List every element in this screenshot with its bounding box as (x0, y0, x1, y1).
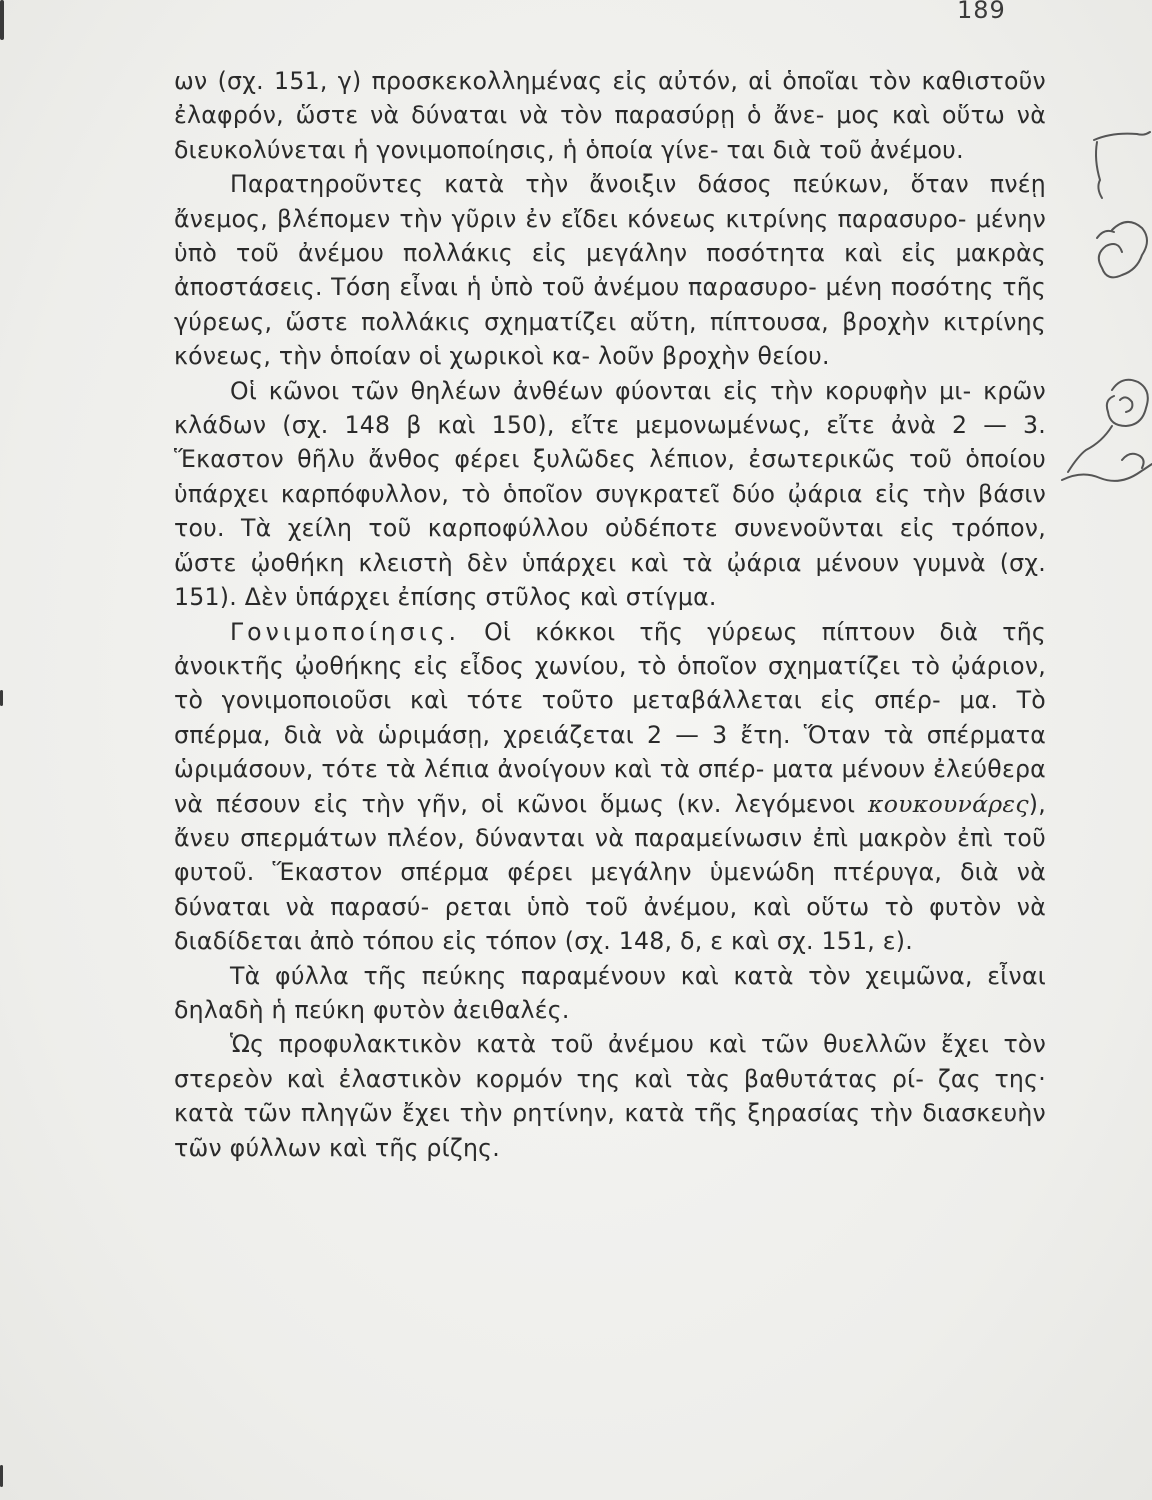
doodle-flower (1120, 397, 1132, 412)
text-line: τὰ σπέρματα ὡριμάσουν, τότε τὰ λέπια ἀνοίγουν καὶ τὰ σπέρ- (174, 720, 1047, 784)
text-line: μα. Τὸ σπέρμα, διὰ νὰ ὡριμάσῃ, χρειάζεται 2 — 3 ἔτη. Ὅταν (174, 686, 1046, 749)
binding-edge-mark (0, 1465, 3, 1487)
italic-term: κουκουνάρες (867, 789, 1029, 818)
text-line: Τὰ φύλλα τῆς πεύκης παραμένουν καὶ κατὰ τὸν χειμῶνα, (230, 961, 973, 990)
text-line: πίπτουσα, βροχὴν κιτρίνης κόνεως, τὴν ὁποίαν οἱ χωρικοὶ κα- (174, 307, 1046, 371)
binding-edge-mark (0, 690, 3, 706)
text-line: συνενοῦνται εἰς τρόπον, ὥστε ᾠοθήκη κλειστὴ δὲν ὑπάρχει (174, 514, 1046, 577)
text-line: τόπου εἰς τόπον (σχ. 148, δ, ε καὶ σχ. 151, ε). (362, 927, 914, 956)
text-line-suffix: ), ἄνευ σπερμάτων πλέον, δύνανται (174, 789, 1047, 852)
paragraph-4 (174, 615, 1046, 959)
margin-doodles (1042, 120, 1152, 520)
text-line: μακρὰς ἀποστάσεις. Τόση εἶναι ἡ ὑπὸ τοῦ ἀνέμου παρασυρο- (174, 239, 1046, 302)
text-line: ᾠάριον, τὸ γονιμοποιοῦσι καὶ τότε τοῦτο μεταβάλλεται εἰς σπέρ- (174, 651, 1046, 715)
text-line: Ὡς προφυλακτικὸν κατὰ τοῦ ἀνέμου καὶ τῶν θυελλῶν ἔχει (230, 1030, 990, 1059)
text-line: κρῶν κλάδων (σχ. 148 β καὶ 150), εἴτε μεμονωμένως, εἴτε ἀνὰ (174, 376, 1046, 440)
text-line: ται διὰ τοῦ ἀνέμου. (726, 135, 964, 164)
text-line-prefix: (κν. λεγόμενοι (676, 789, 868, 818)
text-line: λοῦν βροχὴν θείου. (598, 342, 830, 371)
text-line: μένην ὑπὸ τοῦ ἀνέμου πολλάκις εἰς μεγάλην ποσότητα καὶ εἰς (174, 204, 1046, 268)
binding-edge-mark (0, 0, 4, 40)
text-line: τοῦ ὁποίου ὑπάρχει καρπόφυλλον, τὸ ὁποῖον συγκρατεῖ δύο (174, 445, 1046, 508)
page-number: 189 (957, 0, 1006, 24)
text-line: 2 — 3. Ἕκαστον θῆλυ ἄνθος φέρει ξυλῶδες λέπιον, ἐσωτερικῶς (174, 411, 1047, 474)
doodle-flower (1107, 380, 1148, 426)
text-line: νὰ παραμείνωσιν ἐπὶ μακρὸν ἐπὶ τοῦ φυτοῦ. Ἕκαστον σπέρμα (174, 823, 1046, 887)
text-line: ἄνεμος, βλέπομεν τὴν γῦριν ἐν εἴδει κόνεως κιτρίνης παρασυρο- (174, 204, 967, 233)
paragraph-3 (174, 374, 1046, 615)
doodle-bracket (1096, 142, 1102, 198)
text-line: ματα μένουν ἐλεύθερα νὰ πέσουν εἰς τὴν γῆν, οἱ κῶνοι ὅμως (174, 755, 1046, 818)
text-line: ων (σχ. 151, γ) προσκεκολλημένας εἰς αὐτόν, αἱ ὁποῖαι τὸν (174, 67, 912, 95)
text-line: εἶναι δηλαδὴ ἡ πεύκη φυτὸν ἀειθαλές. (174, 961, 1046, 1024)
doodle-flower (1068, 426, 1112, 472)
text-line: τὸν στερεὸν καὶ ἐλαστικὸν κορμόν της καὶ τὰς βαθυτάτας ρί- (174, 1030, 1047, 1093)
text-line: στῦλος καὶ στίγμα. (485, 583, 717, 612)
doodle-squiggle (1062, 464, 1152, 481)
text-line: καθιστοῦν ἐλαφρόν, ὥστε νὰ δύναται νὰ τὸν παρασύρῃ ὁ ἄνε- (174, 67, 1046, 130)
doodle-curl (1097, 231, 1114, 238)
paragraph-1 (174, 64, 1046, 167)
text-line: ᾠάρια εἰς τὴν βάσιν του. Τὰ χείλη τοῦ καρποφύλλου οὐδέποτε (174, 479, 1047, 543)
paragraph-2 (174, 167, 1046, 373)
text-line: Παρατηροῦντες κατὰ τὴν ἄνοιξιν δάσος πεύκων, ὅταν πνέῃ (230, 170, 1046, 199)
text-line: φέρει μεγάλην ὑμενώδη πτέρυγα, διὰ νὰ δύναται νὰ παρασύ- (174, 858, 1047, 921)
section-heading: Γονιμοποίησις. (230, 617, 461, 646)
paragraph-6 (174, 1027, 1046, 1165)
paragraph-5 (174, 959, 1046, 1028)
text-line: ἀνοικτῆς ᾠοθήκης εἰς εἶδος χωνίου, τὸ ὁποῖον σχηματίζει τὸ (174, 651, 941, 680)
body-text (174, 64, 1046, 1165)
text-line: ρεται ὑπὸ τοῦ ἀνέμου, καὶ οὕτω τὸ φυτὸν νὰ διαδίδεται ἀπὸ (174, 892, 1047, 956)
text-line: μος καὶ οὕτω νὰ διευκολύνεται ἡ γονιμοποίησις, ἡ ὁποία γίνε- (174, 101, 1047, 164)
doodle-bracket (1094, 132, 1150, 140)
text-line: Οἱ κόκκοι τῆς γύρεως πίπτουν διὰ τῆς (484, 617, 1046, 646)
text-line: ζας της· κατὰ τῶν πληγῶν ἔχει τὴν ρητίνην, κατὰ τῆς ξηρασίας (174, 1064, 1046, 1128)
text-line: Οἱ κῶνοι τῶν θηλέων ἀνθέων φύονται εἰς τὴν κορυφὴν μι- (230, 376, 972, 405)
text-line: τὴν διασκευὴν τῶν φύλλων καὶ τῆς ρίζης. (174, 1099, 1046, 1162)
doodle-squiggle (1122, 454, 1144, 468)
text-line: καὶ τὰ ᾠάρια μένουν γυμνὰ (σχ. 151). Δὲν ὑπάρχει ἐπίσης (174, 548, 1047, 612)
text-line: μένη ποσότης τῆς γύρεως, ὥστε πολλάκις σχηματίζει αὕτη, (174, 273, 1046, 336)
